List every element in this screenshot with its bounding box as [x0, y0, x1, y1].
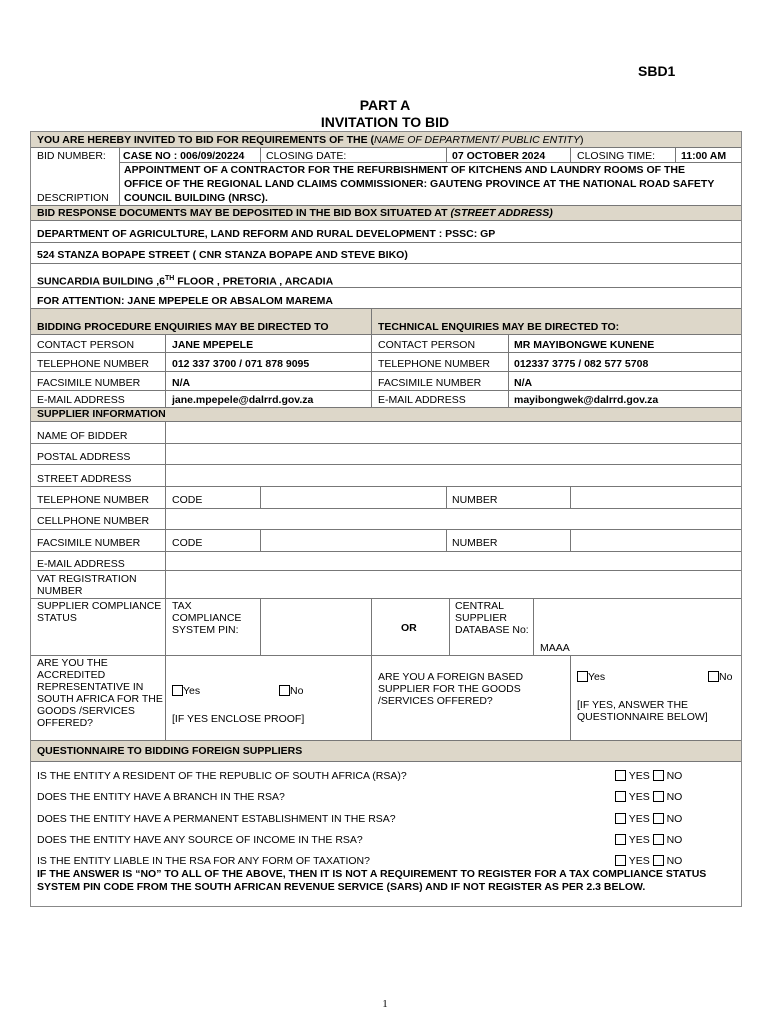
telephone-number-field[interactable] [571, 487, 741, 507]
street-address-label: STREET ADDRESS [37, 473, 132, 485]
cellphone-field[interactable] [166, 509, 741, 529]
telephone-label: TELEPHONE NUMBER [37, 494, 150, 506]
postal-address-label: POSTAL ADDRESS [37, 451, 131, 463]
proc-phone-label: TELEPHONE NUMBER [37, 358, 150, 370]
question-3-answers[interactable]: YES NO [615, 813, 682, 825]
proc-email-value[interactable]: jane.mpepele@dalrrd.gov.za [172, 394, 314, 406]
page-title [0, 97, 770, 131]
proc-fax-label: FACSIMILE NUMBER [37, 377, 141, 389]
csd-label: CENTRAL SUPPLIER DATABASE No: [455, 600, 529, 636]
question-4: DOES THE ENTITY HAVE ANY SOURCE OF INCOME IN THE RSA? [37, 834, 363, 846]
question-3: DOES THE ENTITY HAVE A PERMANENT ESTABLISHMENT IN THE RSA? [37, 813, 396, 825]
tax-pin-label: TAX COMPLIANCE SYSTEM PIN: [172, 600, 242, 636]
q1-no-checkbox[interactable] [653, 770, 664, 781]
question-4-answers[interactable]: YES NO [615, 834, 682, 846]
tech-contact-value: MR MAYIBONGWE KUNENE [514, 339, 655, 351]
question-5-answers[interactable]: YES NO [615, 855, 682, 867]
bidder-name-label: NAME OF BIDDER [37, 430, 128, 442]
q4-yes-checkbox[interactable] [615, 834, 626, 845]
accredited-no-option[interactable]: No [279, 685, 303, 697]
accredited-yes-option[interactable]: Yes [172, 685, 200, 697]
supplier-header: SUPPLIER INFORMATION [37, 408, 166, 420]
description-line-1: APPOINTMENT OF A CONTRACTOR FOR THE REFURBISHMENT OF KITCHENS AND LAUNDRY ROOMS OF THE [124, 164, 685, 176]
q5-no-checkbox[interactable] [653, 855, 664, 866]
foreign-no-checkbox[interactable] [708, 671, 719, 682]
form-code: SBD1 [638, 63, 676, 79]
accredited-no-checkbox[interactable] [279, 685, 290, 696]
questionnaire-note: [IF YES, ANSWER THE QUESTIONNAIRE BELOW] [577, 699, 708, 723]
tech-fax-value: N/A [514, 377, 533, 389]
tech-email-label: E-MAIL ADDRESS [378, 394, 466, 406]
title-label: INVITATION TO BID [320, 114, 450, 130]
accredited-yes-checkbox[interactable] [172, 685, 183, 696]
part-label: PART A [359, 97, 411, 113]
facsimile-number-field[interactable] [571, 530, 741, 550]
closing-time-value: 11:00 AM [681, 150, 727, 162]
q3-yes-checkbox[interactable] [615, 813, 626, 824]
vat-label-line-1: VAT REGISTRATION [37, 573, 137, 585]
closing-date-value: 07 OCTOBER 2024 [452, 150, 546, 162]
tech-phone-label: TELEPHONE NUMBER [378, 358, 491, 370]
telephone-code-field[interactable] [261, 487, 445, 507]
enclose-proof-note: [IF YES ENCLOSE PROOF] [172, 713, 305, 725]
proc-fax-value: N/A [172, 377, 191, 389]
email-label: E-MAIL ADDRESS [37, 558, 125, 570]
maaa-prefix: MAAA [540, 642, 570, 654]
q5-yes-checkbox[interactable] [615, 855, 626, 866]
foreign-no-option[interactable]: No [708, 671, 732, 683]
cellphone-label: CELLPHONE NUMBER [37, 515, 150, 527]
closing-time-label: CLOSING TIME: [577, 150, 655, 162]
street-address-field[interactable] [166, 465, 741, 485]
tech-fax-label: FACSIMILE NUMBER [378, 377, 482, 389]
questionnaire-note-line-2: SYSTEM PIN CODE FROM THE SOUTH AFRICAN REVENUE SERVICE (SARS) AND IF NOT REGISTER AS PER 2.3 BELOW. [37, 881, 646, 893]
description-line-3: COUNCIL BUILDING (NRSC). [124, 192, 268, 204]
accredited-question: ARE YOU THE ACCREDITED REPRESENTATIVE IN SOUTH AFRICA FOR THE GOODS /SERVICES OFFERED? [37, 657, 163, 729]
bid-number-label: BID NUMBER: [37, 150, 106, 162]
proc-contact-value: JANE MPEPELE [172, 339, 254, 351]
telephone-code-label: CODE [172, 494, 203, 506]
compliance-status-label: SUPPLIER COMPLIANCE STATUS [37, 600, 162, 624]
foreign-yes-checkbox[interactable] [577, 671, 588, 682]
or-label: OR [401, 622, 417, 634]
q1-yes-checkbox[interactable] [615, 770, 626, 781]
tech-contact-label: CONTACT PERSON [378, 339, 476, 351]
proc-contact-label: CONTACT PERSON [37, 339, 135, 351]
deposit-line-4: FOR ATTENTION: JANE MPEPELE OR ABSALOM MAREMA [37, 295, 333, 307]
q3-no-checkbox[interactable] [653, 813, 664, 824]
question-1-answers[interactable]: YES NO [615, 770, 682, 782]
deposit-header: BID RESPONSE DOCUMENTS MAY BE DEPOSITED IN THE BID BOX SITUATED AT (STREET ADDRESS) [37, 207, 553, 219]
facsimile-label: FACSIMILE NUMBER [37, 537, 141, 549]
postal-address-field[interactable] [166, 444, 741, 464]
tax-pin-field[interactable] [261, 599, 371, 654]
closing-date-label: CLOSING DATE: [266, 150, 347, 162]
question-5: IS THE ENTITY LIABLE IN THE RSA FOR ANY FORM OF TAXATION? [37, 855, 370, 867]
bid-form [30, 131, 742, 907]
foreign-yes-option[interactable]: Yes [577, 671, 605, 683]
tech-phone-value: 012337 3775 / 082 577 5708 [514, 358, 649, 370]
page-number: 1 [382, 998, 388, 1010]
description-line-2: OFFICE OF THE REGIONAL LAND CLAIMS COMMISSIONER: GAUTENG PROVINCE AT THE NATIONAL ROAD SAFETY [124, 178, 715, 190]
q2-yes-checkbox[interactable] [615, 791, 626, 802]
foreign-question: ARE YOU A FOREIGN BASED SUPPLIER FOR THE GOODS /SERVICES OFFERED? [378, 671, 524, 707]
csd-number-field[interactable] [571, 599, 741, 654]
description-label: DESCRIPTION [37, 192, 109, 204]
question-2: DOES THE ENTITY HAVE A BRANCH IN THE RSA? [37, 791, 285, 803]
questionnaire-note-line-1: IF THE ANSWER IS “NO” TO ALL OF THE ABOVE, THEN IT IS NOT A REQUIREMENT TO REGISTER FOR A TAX COMPLIANCE STATUS [37, 868, 707, 880]
email-field[interactable] [166, 552, 741, 570]
technical-header: TECHNICAL ENQUIRIES MAY BE DIRECTED TO: [378, 321, 620, 333]
bidder-name-field[interactable] [166, 422, 741, 442]
tech-email-value[interactable]: mayibongwek@dalrrd.gov.za [514, 394, 659, 406]
facsimile-code-label: CODE [172, 537, 203, 549]
proc-email-label: E-MAIL ADDRESS [37, 394, 125, 406]
telephone-number-label: NUMBER [452, 494, 498, 506]
procedure-header: BIDDING PROCEDURE ENQUIRIES MAY BE DIRECTED TO [37, 321, 329, 333]
deposit-line-2: 524 STANZA BOPAPE STREET ( CNR STANZA BOPAPE AND STEVE BIKO) [37, 249, 408, 261]
question-1: IS THE ENTITY A RESIDENT OF THE REPUBLIC OF SOUTH AFRICA (RSA)? [37, 770, 407, 782]
facsimile-code-field[interactable] [261, 530, 445, 550]
q2-no-checkbox[interactable] [653, 791, 664, 802]
vat-label-line-2: NUMBER [37, 585, 83, 597]
questionnaire-header: QUESTIONNAIRE TO BIDDING FOREIGN SUPPLIERS [37, 745, 303, 757]
deposit-line-3: SUNCARDIA BUILDING ,6TH FLOOR , PRETORIA , ARCADIA [37, 275, 334, 288]
vat-field[interactable] [166, 571, 741, 597]
facsimile-number-label: NUMBER [452, 537, 498, 549]
question-2-answers[interactable]: YES NO [615, 791, 682, 803]
bid-number-value: CASE NO : 006/09/20224 [123, 150, 245, 162]
invite-header: YOU ARE HEREBY INVITED TO BID FOR REQUIREMENTS OF THE (NAME OF DEPARTMENT/ PUBLIC ENTITY) [37, 134, 584, 146]
proc-phone-value: 012 337 3700 / 071 878 9095 [172, 358, 310, 370]
q4-no-checkbox[interactable] [653, 834, 664, 845]
deposit-line-1: DEPARTMENT OF AGRICULTURE, LAND REFORM AND RURAL DEVELOPMENT : PSSC: GP [37, 228, 496, 240]
